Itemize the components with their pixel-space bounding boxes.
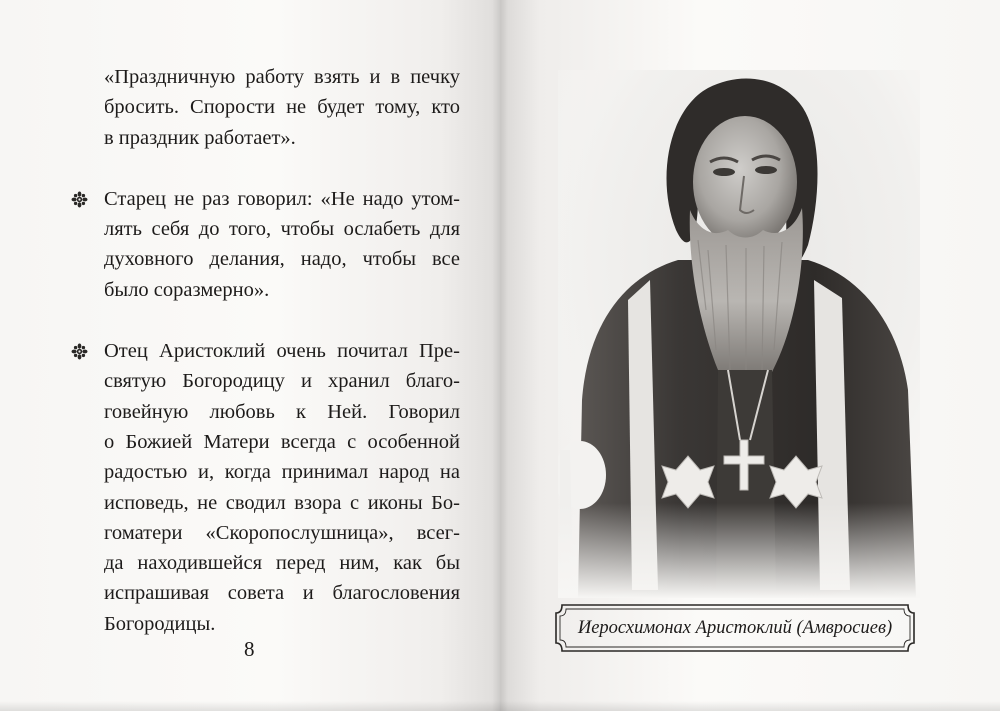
text-line: лять себя до того, чтобы ослабеть для xyxy=(104,218,460,241)
text-line: исповедь, не сводил взора с иконы Бо- xyxy=(104,491,460,514)
text-line: радостью и, когда принимал народ на xyxy=(104,461,460,484)
text-line: Старец не раз говорил: «Не надо утом- xyxy=(104,187,460,210)
page-number: 8 xyxy=(244,637,255,661)
text-line: было соразмерно». xyxy=(104,278,270,301)
text-line: Отец Аристоклий очень почитал Пре- xyxy=(104,340,460,363)
text-line: духовного делания, надо, чтобы все xyxy=(104,248,460,271)
text-line: да находившейся перед ним, как бы xyxy=(104,552,460,575)
paragraph-3 xyxy=(68,336,460,639)
page-bottom-edge xyxy=(0,701,1000,711)
portrait-image xyxy=(558,70,920,598)
text-line: Богородицы. xyxy=(104,612,216,635)
photo-caption xyxy=(552,601,918,655)
text-line: святую Богородицу и хранил благо- xyxy=(104,370,460,393)
paragraph-2 xyxy=(68,184,460,305)
caption-text: Иеросхимонах Аристоклий (Амвросиев) xyxy=(577,618,893,638)
text-line: о Божией Матери всегда с особенной xyxy=(104,430,460,453)
paragraph-1 xyxy=(68,62,460,153)
text-line: «Праздничную работу взять и в печку xyxy=(104,66,460,88)
text-line: гоматери «Скоропослушница», всег- xyxy=(104,521,460,544)
ornament-bullet-icon xyxy=(71,191,88,208)
left-page-text xyxy=(68,62,460,670)
portrait-photo xyxy=(558,70,920,598)
text-line: в праздник работает». xyxy=(104,126,296,149)
text-line: испрашивая совета и благословения xyxy=(104,582,460,605)
ornament-bullet-icon xyxy=(71,343,88,360)
text-line: говейную любовь к Ней. Говорил xyxy=(104,400,460,423)
text-line: бросить. Спорости не будет тому, кто xyxy=(104,96,460,119)
book-spine-shadow xyxy=(492,0,508,711)
